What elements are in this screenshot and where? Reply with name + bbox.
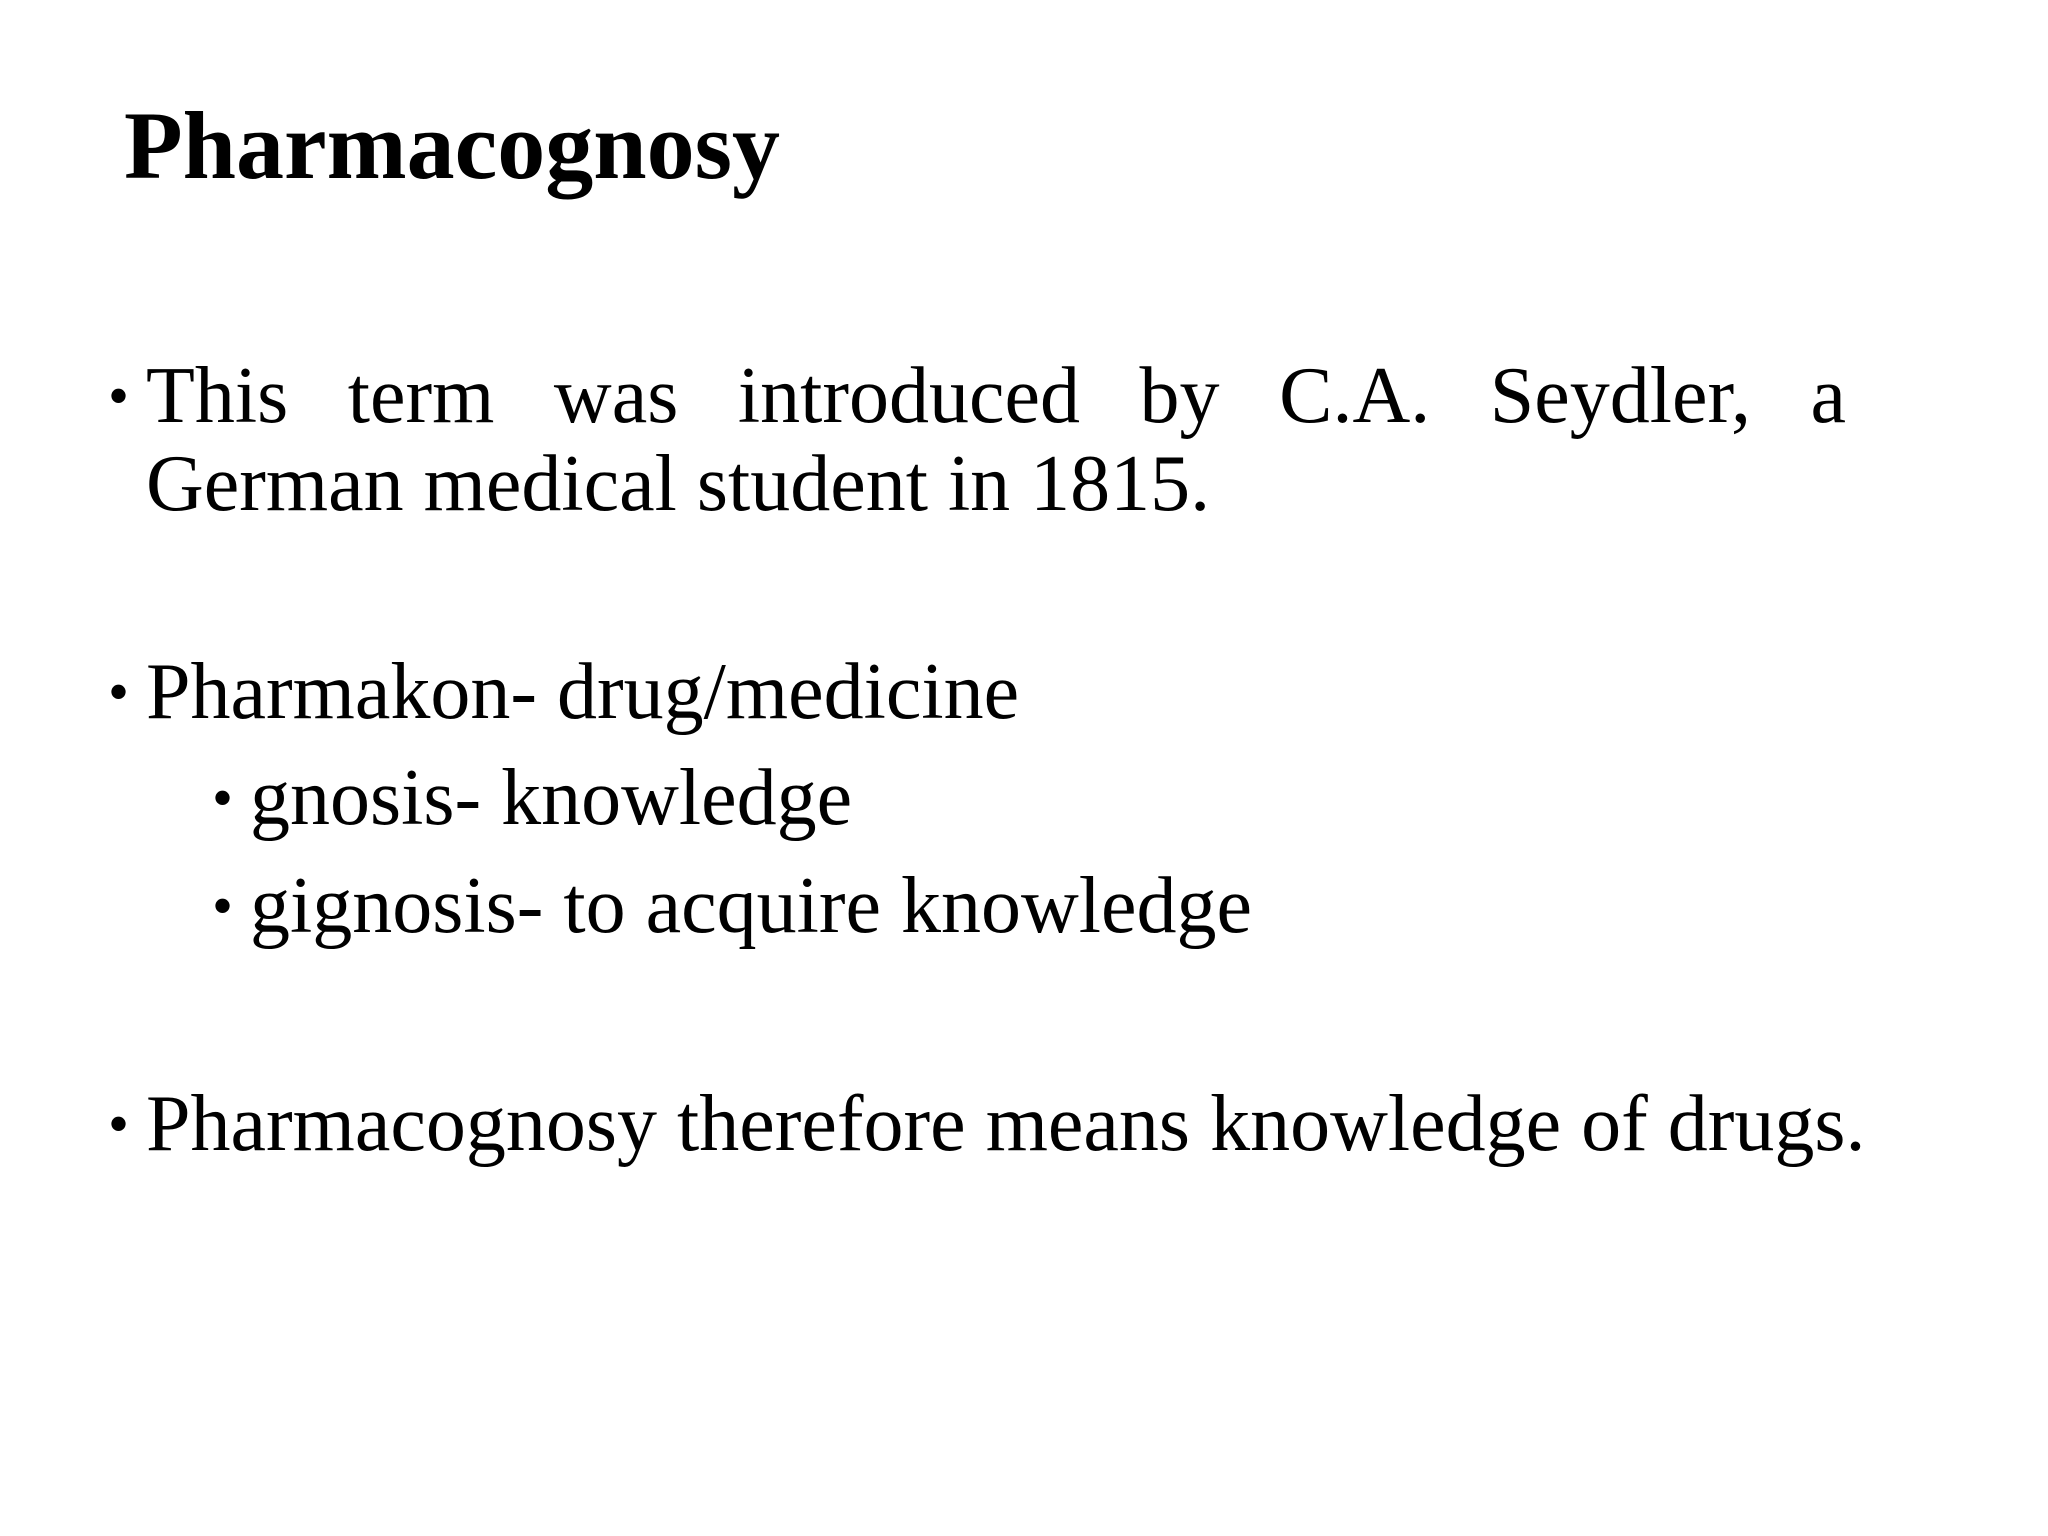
bullet-text: Pharmacognosy therefore means knowledge of drugs. [146,1080,1866,1168]
sub-bullet-item-gignosis [212,862,1252,950]
bullet-text-line: This term was introduced by C.A. Seydler, a [146,352,1846,440]
bullet-dot-icon: • [108,1091,130,1157]
bullet-text-line: German medical student in 1815. [146,440,1211,528]
bullet-text: Pharmakon- drug/medicine [146,648,1020,736]
bullet-item-term-origin [108,352,1846,528]
bullet-dot-icon: • [108,659,130,725]
bullet-dot-icon: • [212,765,234,831]
sub-bullet-item-gnosis [212,754,853,842]
bullet-item-definition [108,1080,1866,1168]
bullet-text: gignosis- to acquire knowledge [250,862,1252,950]
bullet-text: gnosis- knowledge [250,754,853,842]
bullet-dot-icon: • [212,873,234,939]
bullet-item-pharmakon [108,648,1020,736]
slide-title: Pharmacognosy [124,92,780,199]
bullet-dot-icon: • [108,363,130,429]
